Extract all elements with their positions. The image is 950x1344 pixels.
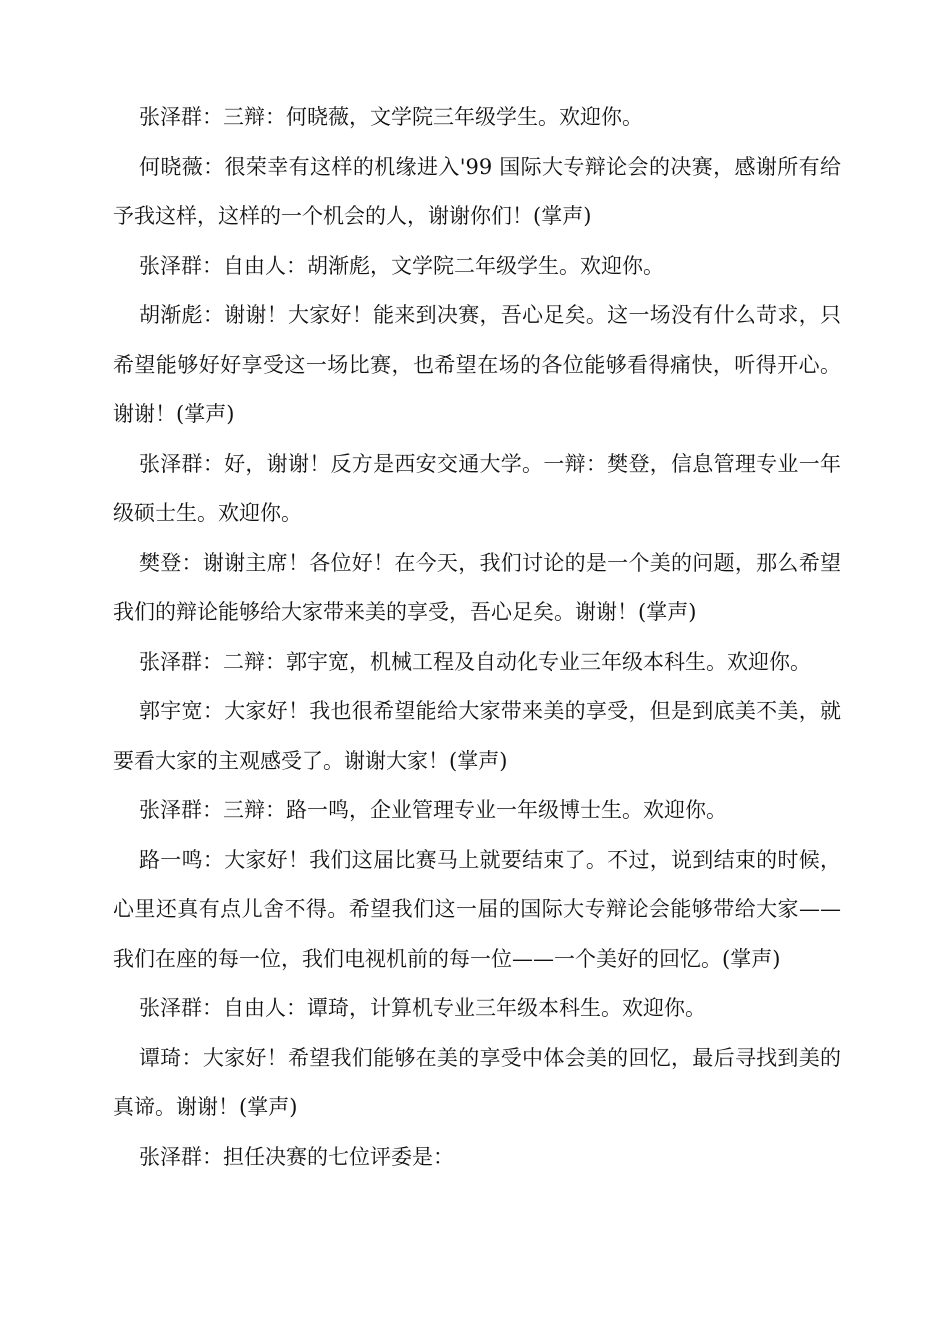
paragraph: 张泽群：自由人：胡渐彪，文学院二年级学生。欢迎你。 bbox=[139, 253, 664, 278]
paragraph: 樊登：谢谢主席！各位好！在今天，我们讨论的是一个美的问题，那么希望我们的辩论能够给大家带来美的享受，吾心足矣。谢谢！(掌声) bbox=[113, 550, 841, 624]
paragraph: 张泽群：担任决赛的七位评委是： bbox=[139, 1144, 454, 1169]
paragraph: 谭琦：大家好！希望我们能够在美的享受中体会美的回忆，最后寻找到美的真谛。谢谢！(掌声) bbox=[113, 1045, 841, 1119]
paragraph: 张泽群：二辩：郭宇宽，机械工程及自动化专业三年级本科生。欢迎你。 bbox=[139, 649, 811, 674]
paragraph: 张泽群：三辩：路一鸣，企业管理专业一年级博士生。欢迎你。 bbox=[139, 798, 727, 822]
paragraph: 张泽群：三辩：何晓薇，文学院三年级学生。欢迎你。 bbox=[139, 105, 643, 129]
paragraph: 何晓薇：很荣幸有这样的机缘进入'99 国际大专辩论会的决赛，感谢所有给予我这样，这样的一个机会的人，谢谢你们！(掌声) bbox=[113, 154, 841, 228]
paragraph: 路一鸣：大家好！我们这届比赛马上就要结束了。不过，说到结束的时候，心里还真有点儿舍不得。希望我们这一届的国际大专辩论会能够带给大家——我们在座的每一位，我们电视机前的每一位——一个美好的回忆。(掌声) bbox=[113, 847, 841, 971]
paragraph: 张泽群：自由人：谭琦，计算机专业三年级本科生。欢迎你。 bbox=[139, 996, 706, 1020]
transcript-body bbox=[113, 93, 841, 1182]
paragraph: 张泽群：好，谢谢！反方是西安交通大学。一辩：樊登，信息管理专业一年级硕士生。欢迎你。 bbox=[113, 451, 841, 525]
paragraph: 郭宇宽：大家好！我也很希望能给大家带来美的享受，但是到底美不美，就要看大家的主观感受了。谢谢大家！(掌声) bbox=[113, 699, 841, 773]
paragraph: 胡渐彪：谢谢！大家好！能来到决赛，吾心足矣。这一场没有什么苛求，只希望能够好好享受这一场比赛，也希望在场的各位能够看得痛快，听得开心。谢谢！(掌声) bbox=[113, 303, 841, 426]
